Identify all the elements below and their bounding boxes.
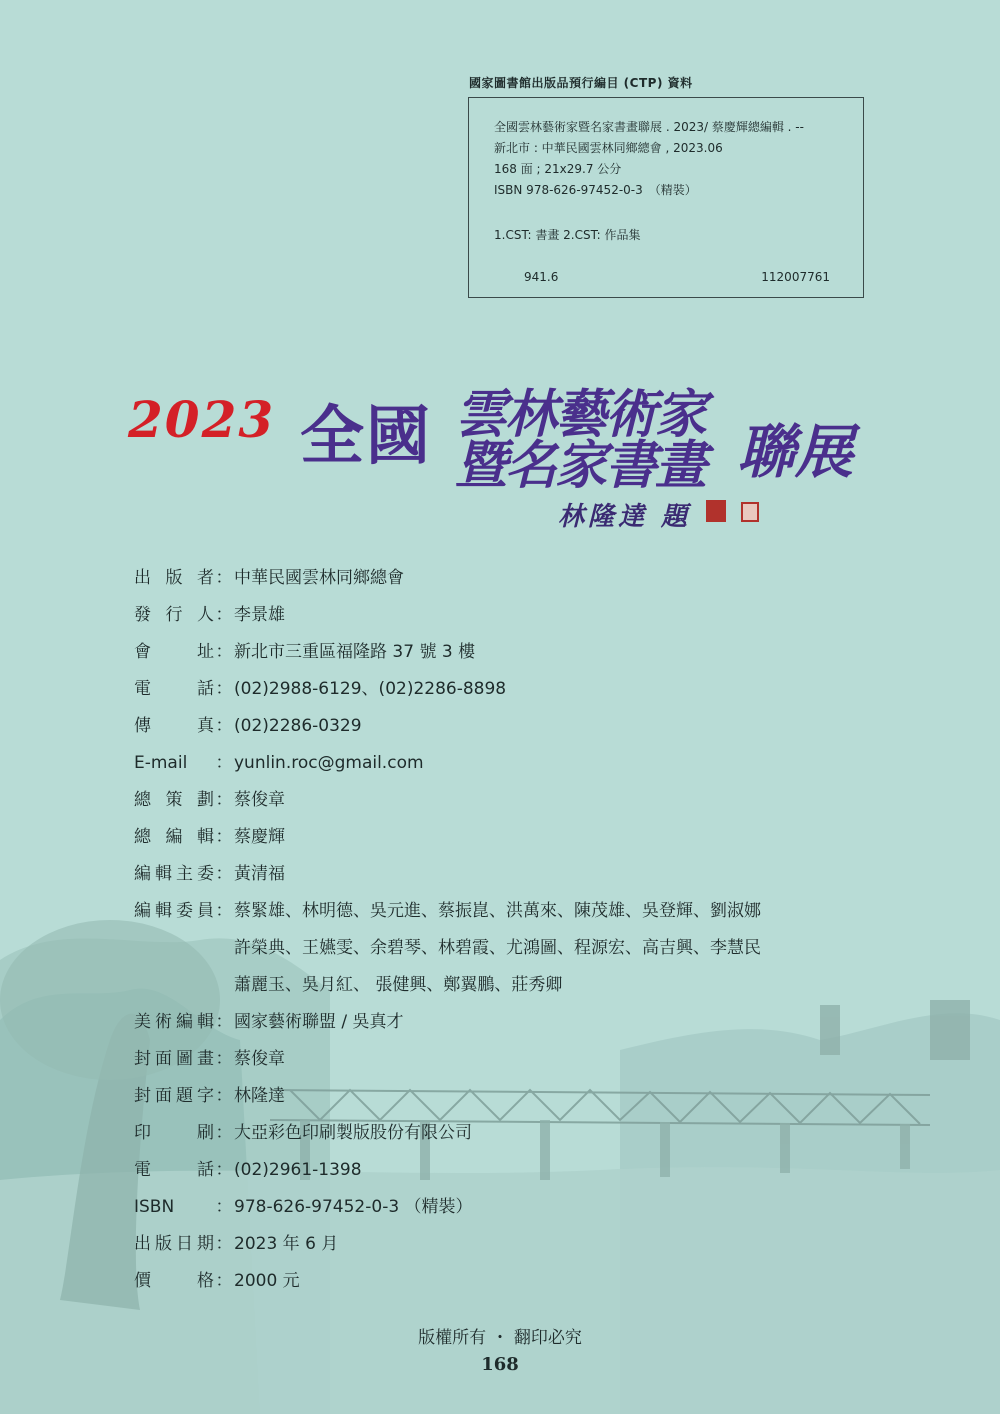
- colophon-label: 發行人: [134, 605, 214, 625]
- colophon-row-publish-date: 出版日期：2023 年 6 月: [134, 1234, 339, 1254]
- colophon-row-issuer: 發行人：李景雄: [134, 605, 285, 625]
- colophon-row-cover-painting: 封面圖畫：蔡俊章: [134, 1049, 285, 1069]
- title-joint-exhibition: 聯展: [737, 418, 854, 486]
- colophon-row-address: 會址：新北市三重區福隆路 37 號 3 樓: [134, 642, 476, 662]
- colophon-label: 總編輯: [134, 827, 214, 847]
- title-year: 2023: [128, 390, 276, 449]
- colophon-value: 2023 年 6 月: [234, 1234, 339, 1254]
- colophon-row-editorial-chair: 編輯主委：黃清福: [134, 864, 285, 884]
- colophon-value: 蔡慶輝: [234, 827, 285, 847]
- colophon-label: 編輯委員: [134, 901, 214, 921]
- cip-record-box: [468, 97, 864, 298]
- colophon-row-editor-in-chief: 總編輯：蔡慶輝: [134, 827, 285, 847]
- colophon-value: 李景雄: [234, 605, 285, 625]
- cip-classification: 941.6: [524, 270, 559, 284]
- colophon-label: 封面圖畫: [134, 1049, 214, 1069]
- cip-isbn-line: ISBN 978-626-97452-0-3 （精裝）: [494, 183, 697, 197]
- colophon-row-price: 價格：2000 元: [134, 1271, 300, 1291]
- colophon-row-printer: 印刷：大亞彩色印刷製版股份有限公司: [134, 1123, 472, 1143]
- committee-continuation-line: 蕭麗玉、吳月紅、 張健興、鄭翼鵬、莊秀卿: [234, 975, 563, 995]
- colophon-label: 出版日期: [134, 1234, 214, 1254]
- colophon-label: 會址: [134, 642, 214, 662]
- page-number: 168: [481, 1354, 519, 1375]
- colophon-value: 黃清福: [234, 864, 285, 884]
- copyright-notice: 版權所有 ・ 翻印必究: [418, 1328, 582, 1348]
- title-line-1: 雲林藝術家: [455, 384, 706, 445]
- colophon-value: yunlin.roc@gmail.com: [234, 753, 424, 773]
- cip-record-number: 112007761: [761, 270, 830, 284]
- colophon-value: 大亞彩色印刷製版股份有限公司: [234, 1123, 472, 1143]
- colophon-value: 林隆達: [234, 1086, 285, 1106]
- calligrapher-signature: 林隆達 題: [558, 502, 692, 532]
- committee-continuation-line: 許榮典、王嬿雯、余碧琴、林碧霞、尤鴻圖、程源宏、高吉興、李慧民: [234, 938, 761, 958]
- colophon-row-phone: 電話：(02)2988-6129、(02)2286-8898: [134, 679, 507, 699]
- cip-title-line: 全國雲林藝術家暨名家書畫聯展 . 2023/ 蔡慶輝總編輯 . --: [494, 120, 804, 134]
- colophon-label: ISBN: [134, 1197, 175, 1217]
- cip-extent-line: 168 面 ; 21x29.7 公分: [494, 162, 622, 176]
- colophon-row-printer-phone: 電話：(02)2961-1398: [134, 1160, 362, 1180]
- colophon-row-fax: 傳真：(02)2286-0329: [134, 716, 362, 736]
- colophon-row-email: E-mail ：yunlin.roc@gmail.com: [134, 753, 424, 773]
- colophon-value: 新北市三重區福隆路 37 號 3 樓: [234, 642, 476, 662]
- colophon-value: (02)2961-1398: [234, 1160, 362, 1180]
- colophon-value: 2000 元: [234, 1271, 300, 1291]
- colophon-row-publisher: 出版者：中華民國雲林同鄉總會: [134, 568, 404, 588]
- red-seal-stamp: [706, 500, 726, 522]
- colophon-label: 出版者: [134, 568, 214, 588]
- colophon-value: 蔡俊章: [234, 790, 285, 810]
- colophon-label: 美術編輯: [134, 1012, 214, 1032]
- colophon-label: 印刷: [134, 1123, 214, 1143]
- cip-subjects-line: 1.CST: 書畫 2.CST: 作品集: [494, 228, 641, 242]
- colophon-label: 電話: [134, 1160, 214, 1180]
- cip-publisher-line: 新北市 : 中華民國雲林同鄉總會 , 2023.06: [494, 141, 723, 155]
- colophon-label: 電話: [134, 679, 214, 699]
- colophon-value: 中華民國雲林同鄉總會: [234, 568, 404, 588]
- colophon-row-art-editor: 美術編輯：國家藝術聯盟 / 吳真才: [134, 1012, 404, 1032]
- colophon-label: 封面題字: [134, 1086, 214, 1106]
- colophon-value: 蔡緊雄、林明德、吳元進、蔡振崑、洪萬來、陳茂雄、吳登輝、劉淑娜: [234, 901, 761, 921]
- cip-heading: 國家圖書館出版品預行編目 (CTP) 資料: [469, 76, 693, 90]
- colophon-value: (02)2988-6129、(02)2286-8898: [234, 679, 507, 699]
- colophon-value: (02)2286-0329: [234, 716, 362, 736]
- colophon-label: 價格: [134, 1271, 214, 1291]
- colophon-value: 978-626-97452-0-3 （精裝）: [234, 1197, 473, 1217]
- colophon-row-isbn: ISBN ：978-626-97452-0-3 （精裝）: [134, 1197, 473, 1217]
- square-seal-stamp: [741, 502, 759, 522]
- colophon-label: 編輯主委: [134, 864, 214, 884]
- colophon-row-chief-planner: 總策劃：蔡俊章: [134, 790, 285, 810]
- colophon-value: 蔡俊章: [234, 1049, 285, 1069]
- colophon-label: 總策劃: [134, 790, 214, 810]
- colophon-row-cover-calligraphy: 封面題字：林隆達: [134, 1086, 285, 1106]
- colophon-label: 傳真: [134, 716, 214, 736]
- colophon-value: 國家藝術聯盟 / 吳真才: [234, 1012, 404, 1032]
- colophon-row-editorial-committee: 編輯委員：蔡緊雄、林明德、吳元進、蔡振崑、洪萬來、陳茂雄、吳登輝、劉淑娜: [134, 901, 761, 921]
- title-line-2: 暨名家書畫: [455, 435, 706, 496]
- colophon-label: E-mail: [134, 753, 188, 773]
- title-national: 全國: [300, 399, 432, 474]
